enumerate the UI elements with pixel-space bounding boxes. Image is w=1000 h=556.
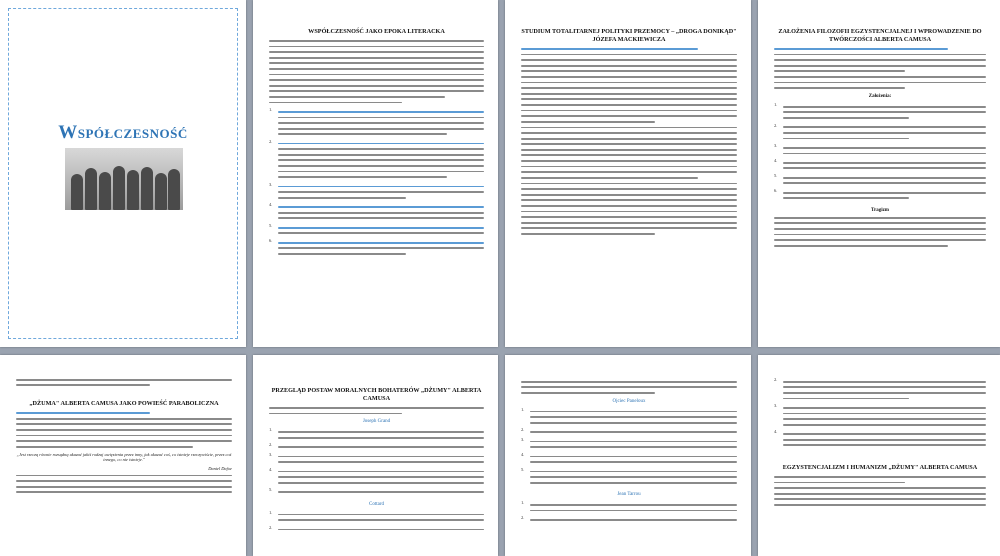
page-heading: ZAŁOŻENIA FILOZOFII EGZYSTENCJALNEJ I WPROWADZENIE DO TWÓRCZOŚCI ALBERTA CAMUSA [778, 28, 982, 43]
subheading: Założenia: [868, 93, 892, 99]
quote: „Jest rzeczą równie rozsądną ukazać jakiś rodzaj uwięzienia przez inny, jak ukazać coś, co istnieje rzeczywiście, przez coś innego, co nie istnieje." [16, 451, 232, 462]
subheading: Jean Tarrou [617, 492, 641, 498]
bullet-list: 1. 2. 3. 4. 5. [521, 407, 737, 488]
page-heading: EGZYSTENCJALIZM I HUMANIZM „DŻUMY" ALBERTA CAMUSA [782, 463, 978, 471]
paragraph [521, 381, 737, 394]
page-heading: STUDIUM TOTALITARNEJ POLITYKI PRZEMOCY – „DROGA DONIKĄD" JÓZEFA MACKIEWICZA [521, 28, 737, 43]
page-8 [758, 355, 1000, 556]
bullet-list: 1. 2. 3. 4. 5. 6. [269, 107, 484, 258]
paragraph [774, 476, 986, 506]
cover-title: WSPÓŁCZESNOŚĆ [58, 122, 188, 143]
paragraph [521, 127, 737, 179]
page-heading: „DŻUMA" ALBERTA CAMUSA JAKO POWIEŚĆ PARABOLICZNA [29, 400, 219, 408]
page-heading: WSPÓŁCZESNOŚĆ JAKO EPOKA LITERACKA [308, 28, 445, 35]
paragraph [269, 407, 484, 414]
subheading: Joseph Grand [362, 419, 391, 425]
bullet-list: 1. 2. [269, 510, 484, 534]
page-7 [505, 355, 751, 556]
page-heading: PRZEGLĄD POSTAW MORALNYCH BOHATERÓW „DŻUMY" ALBERTA CAMUSA [271, 387, 482, 402]
subheading: Tragizm [871, 208, 889, 214]
bullet-list: 2. 3. 4. [774, 377, 986, 450]
page-3 [505, 0, 751, 347]
subheading: Cottard [369, 501, 384, 507]
paragraph [16, 475, 232, 494]
paragraph [774, 48, 986, 89]
bullet-list: 1. 2. [521, 500, 737, 524]
subheading: Ojciec Paneloux [612, 398, 646, 404]
cover-photo [65, 148, 183, 210]
page-6 [253, 355, 498, 556]
paragraph [16, 412, 232, 447]
page-cover [0, 0, 246, 347]
paragraph [269, 40, 484, 103]
paragraph [521, 48, 737, 123]
page-4 [758, 0, 1000, 347]
paragraph [774, 217, 986, 247]
bullet-list: 1. 2. 3. 4. 5. [269, 427, 484, 496]
page-2 [253, 0, 498, 347]
quote-author: Daniel Dafoe [208, 465, 232, 471]
paragraph [16, 379, 232, 386]
bullet-list: 1. 2. 3. 4. 5. 6. [774, 102, 986, 203]
page-5 [0, 355, 246, 556]
paragraph [521, 183, 737, 235]
